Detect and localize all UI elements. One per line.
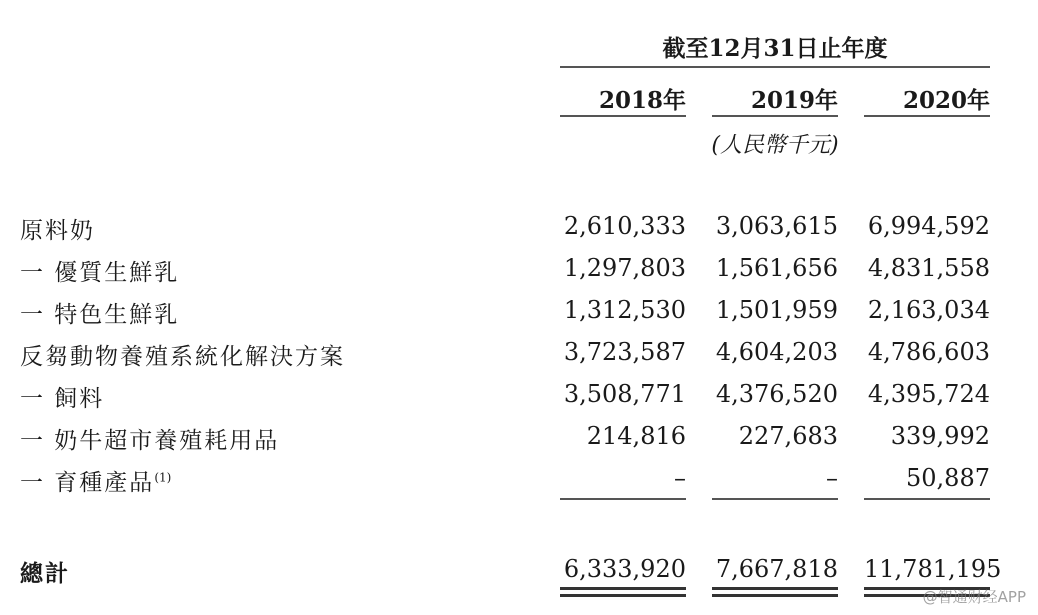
- row-label-ruminant-solutions: 反芻動物養殖系統化解決方案: [20, 344, 345, 370]
- subtotal-rule-2020: [864, 498, 990, 500]
- cell-ruminant-solutions-2018: 3,723,587: [563, 338, 686, 366]
- row-label-feed: 一 飼料: [20, 386, 105, 412]
- subtotal-rule-2019: [712, 498, 838, 500]
- cell-feed-2019: 4,376,520: [715, 380, 838, 408]
- cell-total-2018: 6,333,920: [563, 555, 686, 583]
- year-header-2020: 2020年: [902, 87, 990, 114]
- cell-breeding-products-2019: –: [826, 464, 838, 492]
- row-label-dairy-supermarket: 一 奶牛超市養殖耗用品: [20, 428, 280, 454]
- year-rule-2019: [712, 115, 838, 117]
- watermark: @智通财经APP: [922, 588, 1026, 606]
- cell-specialty-raw-milk-2018: 1,312,530: [563, 296, 686, 324]
- year-header-2019: 2019年: [750, 87, 838, 114]
- cell-total-2020: 11,781,195: [864, 555, 1002, 583]
- row-label-premium-raw-milk: 一 優質生鮮乳: [20, 260, 180, 286]
- unit-label: (人民幣千元): [711, 133, 839, 158]
- cell-ruminant-solutions-2019: 4,604,203: [715, 338, 838, 366]
- cell-breeding-products-2018: –: [674, 464, 686, 492]
- cell-dairy-supermarket-2019: 227,683: [738, 422, 838, 450]
- footnote-marker: (1): [154, 470, 172, 485]
- year-rule-2020: [864, 115, 990, 117]
- cell-feed-2018: 3,508,771: [563, 380, 686, 408]
- subtotal-rule-2018: [560, 498, 686, 500]
- total-double-rule-2018: [560, 587, 686, 597]
- cell-feed-2020: 4,395,724: [867, 380, 990, 408]
- year-rule-2018: [560, 115, 686, 117]
- row-label-raw-milk: 原料奶: [20, 218, 95, 244]
- cell-total-2019: 7,667,818: [715, 555, 838, 583]
- period-header: 截至12月31日止年度: [662, 35, 888, 62]
- cell-dairy-supermarket-2018: 214,816: [586, 422, 686, 450]
- cell-raw-milk-2019: 3,063,615: [715, 212, 838, 240]
- total-double-rule-2019: [712, 587, 838, 597]
- row-label-breeding-products: [20, 464, 171, 497]
- cell-premium-raw-milk-2019: 1,561,656: [715, 254, 838, 282]
- cell-specialty-raw-milk-2019: 1,501,959: [715, 296, 838, 324]
- cell-ruminant-solutions-2020: 4,786,603: [867, 338, 990, 366]
- cell-raw-milk-2020: 6,994,592: [867, 212, 990, 240]
- cell-raw-milk-2018: 2,610,333: [563, 212, 686, 240]
- cell-premium-raw-milk-2018: 1,297,803: [563, 254, 686, 282]
- row-label-total: 總計: [20, 560, 70, 587]
- period-header-rule: [560, 66, 990, 68]
- cell-premium-raw-milk-2020: 4,831,558: [867, 254, 990, 282]
- cell-specialty-raw-milk-2020: 2,163,034: [867, 296, 990, 324]
- row-label-breeding-products-text: 一 育種產品: [20, 470, 155, 496]
- cell-dairy-supermarket-2020: 339,992: [890, 422, 990, 450]
- cell-breeding-products-2020: 50,887: [906, 464, 990, 492]
- row-label-specialty-raw-milk: 一 特色生鮮乳: [20, 302, 180, 328]
- year-header-2018: 2018年: [598, 87, 686, 114]
